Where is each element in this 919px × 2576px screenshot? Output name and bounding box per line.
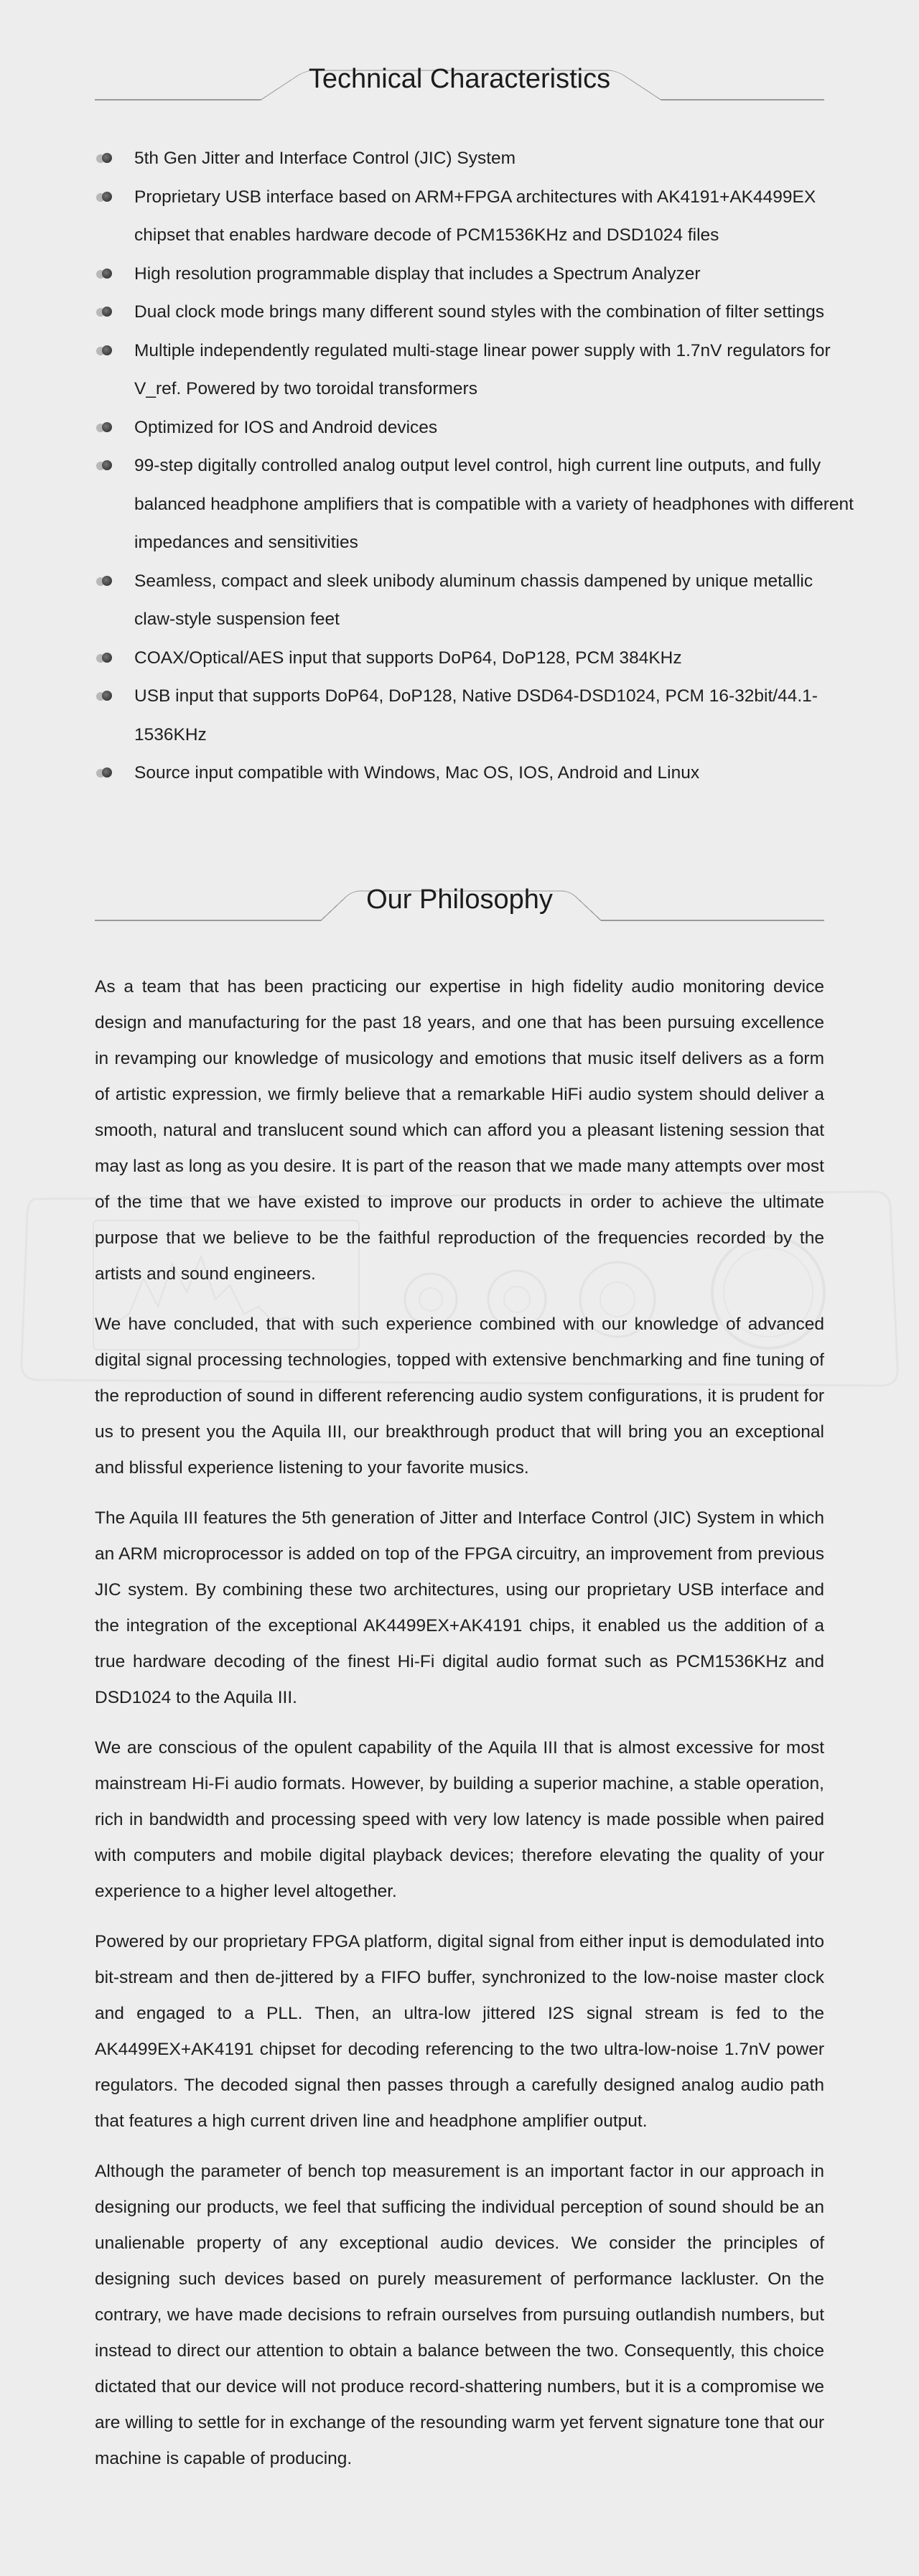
spec-item [95,178,856,255]
philosophy-paragraph: We have concluded, that with such experience combined with our knowledge of advanced digital signal processing technologies, topped with extensive benchmarking and fine tuning of the reproduction of sound in different referencing audio system configurations, it is prudent for us to present you the Aquila III, our breakthrough product that will bring you an exceptional and blissful experience listening to your favorite musics. [95,1315,824,1478]
philosophy-paragraph: The Aquila III features the 5th generation of Jitter and Interface Control (JIC) System in which an ARM microprocessor is added on top of the FPGA circuitry, an improvement from previous JIC system. By combining these two architectures, using our proprietary USB interface and the integration of the exceptional AK4499EX+AK4191 chips, it enabled us the addition of a true hardware decoding of the finest Hi-Fi digital audio format such as PCM1536KHz and DSD1024 to the Aquila III. [95,1508,824,1707]
bullet-icon [96,767,115,778]
specs-list [95,139,856,793]
spec-item [95,332,856,409]
spec-item [95,293,856,332]
bullet-icon [96,307,115,317]
spec-item [95,639,856,678]
spec-text: Proprietary USB interface based on ARM+FPGA architectures with AK4191+AK4499EX chipset that enables hardware decode of PCM1536KHz and DSD1024 files [134,187,816,245]
bullet-icon [96,691,115,701]
bullet-icon [96,269,115,279]
spec-text: 5th Gen Jitter and Interface Control (JIC) System [134,149,516,168]
spec-text: Multiple independently regulated multi-stage linear power supply with 1.7nV regulators for V_ref. Powered by two toroidal transformers [134,340,831,398]
philosophy-paragraph: Although the parameter of bench top measurement is an important factor in our approach in designing our products, we feel that sufficing the individual perception of sound should be an unalienable property of any exceptional audio devices. We consider the principles of designing such devices based on purely measurement of performance lackluster. On the contrary, we have made decisions to refrain ourselves from pursuing outlandish numbers, but instead to direct our attention to obtain a balance between the two. Consequently, this choice dictated that our device will not produce record-shattering numbers, but it is a compromise we are willing to settle for in exchange of the resounding warm yet fervent signature tone that our machine is capable of producing. [95,2162,824,2468]
philosophy-paragraph: As a team that has been practicing our expertise in high fidelity audio monitoring device design and manufacturing for the past 18 years, and one that has been pursuing excellence in revamping our knowledge of musicology and emotions that music itself delivers as a form of artistic expression, we firmly believe that a remarkable HiFi audio system should deliver a smooth, natural and translucent sound which can afford you a pleasant listening session that may last as long as you desire. It is part of the reason that we made many attempts over most of the time that we have existed to improve our products in order to achieve the ultimate purpose that we believe to be the faithful reproduction of the frequencies recorded by the artists and sound engineers. [95,977,824,1284]
spec-item [95,562,856,639]
spec-item [95,255,856,294]
specs-title: Technical Characteristics [308,64,611,94]
bullet-icon [96,460,115,470]
spec-item [95,447,856,562]
philosophy-title: Our Philosophy [366,885,553,915]
bullet-icon [96,576,115,586]
philosophy-body [95,969,824,2491]
spec-text: Source input compatible with Windows, Mac OS, IOS, Android and Linux [134,763,700,783]
bullet-icon [96,345,115,355]
philosophy-section-header [95,878,824,921]
bullet-icon [96,153,115,163]
spec-text: Dual clock mode brings many different sound styles with the combination of filter settings [134,302,824,322]
spec-item [95,409,856,447]
spec-item [95,754,856,793]
spec-text: 99-step digitally controlled analog output level control, high current line outputs, and fully balanced headphone amplifiers that is compatible with a variety of headphones with different impedances and sensitivities [134,456,854,552]
spec-text: Seamless, compact and sleek unibody aluminum chassis dampened by unique metallic claw-style suspension feet [134,571,813,629]
bullet-icon [96,422,115,432]
specs-section-header [95,57,824,101]
spec-text: COAX/Optical/AES input that supports DoP64, DoP128, PCM 384KHz [134,648,682,668]
spec-text: High resolution programmable display that includes a Spectrum Analyzer [134,263,701,284]
spec-text: USB input that supports DoP64, DoP128, Native DSD64-DSD1024, PCM 16-32bit/44.1-1536KHz [134,686,818,745]
bullet-icon [96,192,115,202]
bullet-icon [96,653,115,663]
spec-text: Optimized for IOS and Android devices [134,417,438,437]
spec-item [95,139,856,178]
philosophy-paragraph: Powered by our proprietary FPGA platform, digital signal from either input is demodulated into bit-stream and then de-jittered by a FIFO buffer, synchronized to the low-noise master clock and engaged to a PLL. Then, an ultra-low jittered I2S signal stream is fed to the AK4499EX+AK4191 chipset for decoding referencing to the two ultra-low-noise 1.7nV power regulators. The decoded signal then passes through a carefully designed analog audio path that features a high current driven line and headphone amplifier output. [95,1932,824,2131]
philosophy-paragraph: We are conscious of the opulent capability of the Aquila III that is almost excessive for most mainstream Hi-Fi audio formats. However, by building a superior machine, a stable operation, rich in bandwidth and processing speed with very low latency is made possible when paired with computers and mobile digital playback devices; therefore elevating the quality of your experience to a higher level altogether. [95,1738,824,1901]
spec-item [95,677,856,754]
